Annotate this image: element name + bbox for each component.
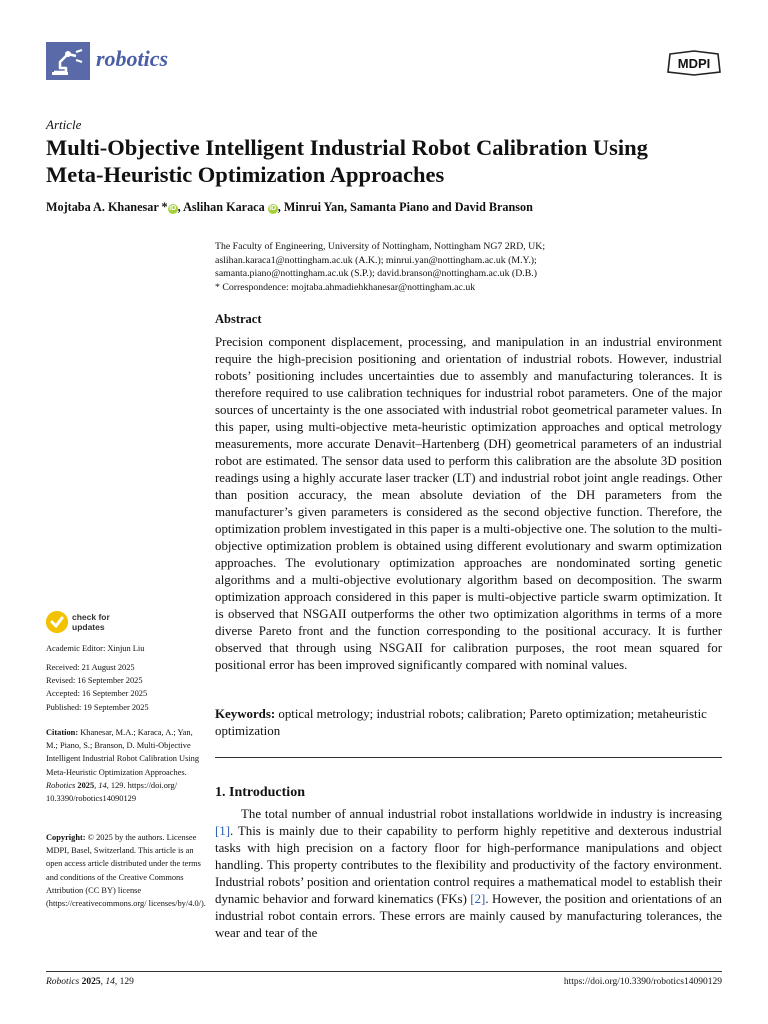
- date-revised: Revised: 16 September 2025: [46, 676, 143, 686]
- publisher-name: MDPI: [677, 56, 711, 71]
- abstract-heading: Abstract: [215, 312, 262, 326]
- article-type: Article: [46, 117, 82, 132]
- citation-block: [46, 726, 206, 805]
- check-updates-line-2: updates: [72, 622, 105, 632]
- footer-volume: , 14: [100, 977, 115, 987]
- keywords: [215, 706, 722, 740]
- check-updates-label: [72, 612, 110, 632]
- publication-dates: [46, 661, 206, 714]
- citation-text: Khanesar, M.A.; Karaca, A.; Yan, M.; Piano, S.; Branson, D. Multi-Objective Intelligent Industrial Robot Calibration Using Meta-Heuristic Optimization Approaches.: [46, 728, 200, 777]
- affiliation-line[interactable]: samanta.piano@nottingham.ac.uk (S.P.); david.branson@nottingham.ac.uk (D.B.): [215, 268, 537, 280]
- citation-volume: , 14: [94, 780, 107, 790]
- copyright-block: [46, 831, 206, 910]
- citation-doi[interactable]: , 129. https://doi.org/ 10.3390/robotics14090129: [46, 780, 178, 804]
- check-for-updates-badge[interactable]: [46, 611, 126, 637]
- abstract-text: Precision component displacement, processing, and manipulation in an industrial environment require the high-precision positioning and orientation of industrial robots. However, industrial robots’ positioning includes uncertainties due to assembly and manufacturing tolerances. It is therefore required to use calibration techniques for industrial robot parameters. One of the major sources of uncertainty is the one associated with industrial robot geometrical parameter values. In this paper, using multi-objective meta-heuristic optimization approaches and optical metrology measurements, more accurate Denavit–Hartenberg (DH) geometrical parameters of an industrial robot are estimated. The sensor data used to perform this calibration are the absolute 3D position readings using a highly accurate laser tracker (LT) and industrial robot joint angle readings. Other than position accuracy, the mean absolute deviation of the DH parameters from the manufacturer’s given parameters is considered as the second objective function. Therefore, the optimization problem investigated in this paper is a multi-objective one. The solution to the multi-objective optimization problem is obtained using different evolutionary and swarm optimization approaches. The evolutionary optimization approaches are nondominated sorting genetic algorithms and a multi-objective evolutionary algorithm based on decomposition. The swarm optimization approach considered in this paper is multi-objective particle swarm optimization. It is observed that NSGAII outperforms the other two optimization algorithms in terms of a more diverse Pareto front and the function corresponding to the positional accuracy. It is further observed that through using NSGAII for calibration purposes, the root mean squared for positional error has been improved significantly compared with nominal values.: [215, 335, 722, 672]
- citation-journal: Robotics: [46, 780, 76, 790]
- affiliation-line[interactable]: aslihan.karaca1@nottingham.ac.uk (A.K.); minrui.yan@nottingham.ac.uk (M.Y.);: [215, 254, 537, 266]
- citation-label: Citation:: [46, 728, 79, 737]
- copyright-label: Copyright:: [46, 833, 86, 842]
- affiliation-block: [215, 240, 725, 294]
- author-list: [46, 200, 533, 215]
- title-line-2: Meta-Heuristic Optimization Approaches: [46, 162, 445, 187]
- footer-year: 2025: [79, 977, 101, 987]
- author-karaca[interactable]: , Aslihan Karaca: [177, 200, 268, 214]
- footer-page: , 129: [114, 977, 134, 987]
- date-accepted: Accepted: 16 September 2025: [46, 689, 148, 699]
- mdpi-logo-icon: [666, 50, 722, 76]
- keywords-list: optical metrology; industrial robots; calibration; Pareto optimization; metaheuristic optimization: [215, 707, 707, 738]
- footer-divider: [46, 971, 722, 972]
- journal-name[interactable]: robotics: [96, 46, 169, 71]
- intro-text-1: The total number of annual industrial robot installations worldwide in industry is increasing: [241, 807, 722, 821]
- section-heading-introduction: 1. Introduction: [215, 785, 305, 800]
- publisher-logo[interactable]: [666, 50, 722, 76]
- author-khanesar[interactable]: Mojtaba A. Khanesar *: [46, 200, 168, 214]
- check-updates-icon: [46, 611, 68, 633]
- date-received: Received: 21 August 2025: [46, 663, 135, 672]
- academic-editor: Academic Editor: Xinjun Liu: [46, 644, 145, 653]
- footer-doi-link[interactable]: https://doi.org/10.3390/robotics14090129: [563, 977, 722, 987]
- title-line-1: Multi-Objective Intelligent Industrial Robot Calibration Using: [46, 135, 648, 160]
- citation-year: 2025: [75, 780, 95, 790]
- authors-rest[interactable]: , Minrui Yan, Samanta Piano and David Branson: [277, 200, 533, 214]
- check-updates-line-1: check for: [72, 612, 110, 622]
- correspondence-line[interactable]: * Correspondence: mojtaba.ahmadiehkhanesar@nottingham.ac.uk: [215, 281, 476, 293]
- journal-logo: [46, 42, 90, 80]
- robot-arm-icon: [46, 42, 90, 80]
- reference-link-2[interactable]: [2]: [470, 892, 486, 906]
- section-divider: [215, 757, 722, 758]
- reference-link-1[interactable]: [1]: [215, 824, 231, 838]
- intro-text-3: . However, the position and orientations of an industrial robot contain errors. These errors are mainly caused by manufacturing tolerances, the wear and tear of the: [215, 892, 723, 940]
- orcid-icon[interactable]: iD: [269, 205, 277, 212]
- date-published: Published: 19 September 2025: [46, 702, 149, 712]
- article-title: [46, 134, 736, 188]
- orcid-icon[interactable]: iD: [169, 205, 177, 212]
- footer-journal: Robotics: [46, 977, 80, 987]
- affiliation-line: The Faculty of Engineering, University of Nottingham, Nottingham NG7 2RD, UK;: [215, 241, 546, 252]
- keywords-label: Keywords:: [215, 707, 276, 721]
- introduction-text: [215, 806, 722, 942]
- copyright-text: © 2025 by the authors. Licensee MDPI, Basel, Switzerland. This article is an open access article distributed under the terms and conditions of the Creative Commons Attribution (CC BY) license (https://creativecommons.org/ licenses/by/4.0/).: [46, 833, 206, 909]
- footer-citation: [46, 977, 134, 987]
- intro-text-2: . This is mainly due to their capability to perform highly repetitive and dexterous industrial tasks with high precision on a factory floor for high-performance manipulations and object handling. This property contributes to the flexibility and productivity of the factory environment. Industrial robots’ position and orientation control requires a mathematical model to establish their dynamic behavior and forward kinematics (FKs): [215, 824, 722, 906]
